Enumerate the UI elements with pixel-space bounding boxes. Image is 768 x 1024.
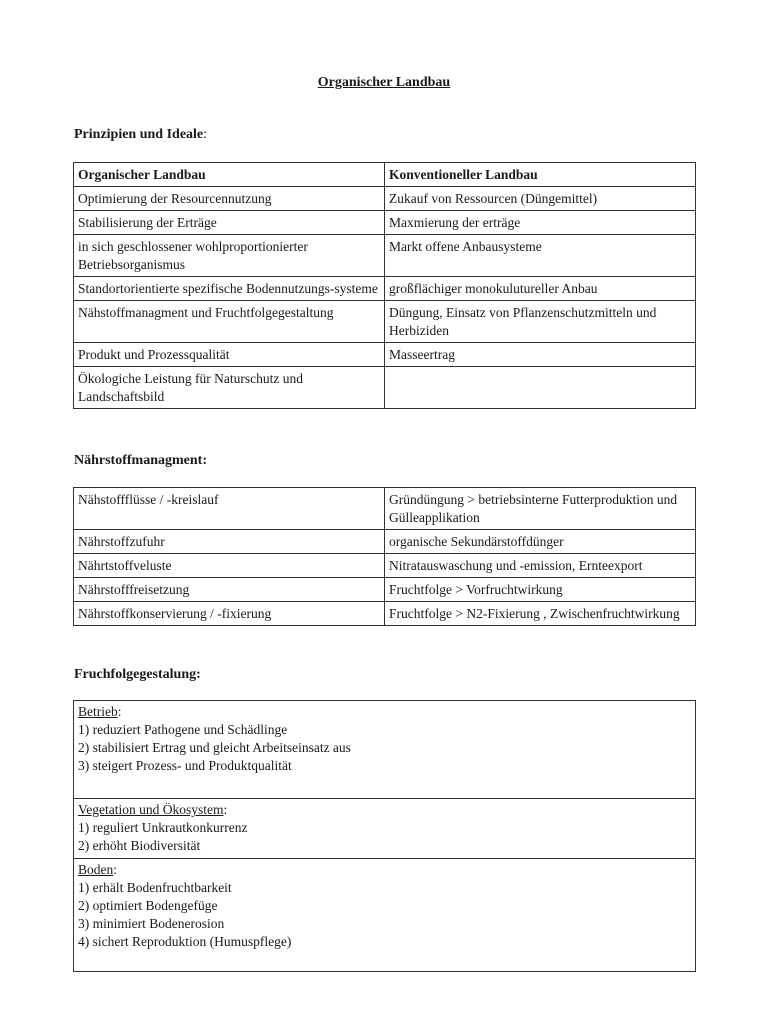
section-label: Vegetation und Ökosystem bbox=[78, 802, 224, 817]
list-item: 2) optimiert Bodengefüge bbox=[78, 898, 218, 913]
table-cell: in sich geschlossener wohlproportionierter Betriebsorganismus bbox=[74, 235, 385, 277]
table-cell: Stabilisierung der Erträge bbox=[74, 211, 385, 235]
list-item: 3) steigert Prozess- und Produktqualität bbox=[78, 758, 292, 773]
table-row bbox=[74, 530, 696, 554]
table-row bbox=[74, 578, 696, 602]
table-row bbox=[74, 554, 696, 578]
box-section-boden bbox=[74, 859, 695, 951]
heading-prinzipien bbox=[74, 126, 207, 144]
section-label-line bbox=[78, 703, 691, 721]
heading-fruchfolgegestalung: Fruchfolgegestalung: bbox=[74, 667, 201, 682]
document-title: Organischer Landbau bbox=[317, 75, 451, 90]
table-cell: großflächiger monokulutureller Anbau bbox=[385, 277, 696, 301]
list-item: 2) erhöht Biodiversität bbox=[78, 838, 201, 853]
table-cell: Optimierung der Resourcennutzung bbox=[74, 187, 385, 211]
table-cell: Düngung, Einsatz von Pflanzenschutzmitteln und Herbiziden bbox=[385, 301, 696, 343]
table-cell: Produkt und Prozessqualität bbox=[74, 343, 385, 367]
table-cell: Nitratauswaschung und -emission, Ernteexport bbox=[385, 554, 696, 578]
table-cell: Markt offene Anbausysteme bbox=[385, 235, 696, 277]
section-label-line bbox=[78, 801, 691, 819]
section-label: Boden bbox=[78, 862, 114, 877]
table-row bbox=[74, 187, 696, 211]
table-row bbox=[74, 343, 696, 367]
table-cell: Gründüngung > betriebsinterne Futterproduktion und Gülleapplikation bbox=[385, 488, 696, 530]
section-label-colon: : bbox=[113, 862, 118, 877]
heading-prinzipien-text: Prinzipien und Ideale bbox=[74, 127, 204, 142]
table-naehrstoffmanagment bbox=[73, 487, 696, 626]
table-header-cell: Organischer Landbau bbox=[74, 163, 385, 187]
fruchtfolge-box bbox=[73, 700, 696, 972]
table-header-cell: Konventioneller Landbau bbox=[385, 163, 696, 187]
section-label: Betrieb bbox=[78, 704, 118, 719]
list-item: 1) reduziert Pathogene und Schädlinge bbox=[78, 722, 288, 737]
table-cell: Nähstoffmanagment und Fruchtfolgegestaltung bbox=[74, 301, 385, 343]
table-cell bbox=[385, 367, 696, 409]
heading-naehrstoffmanagment: Nährstoffmanagment: bbox=[74, 453, 207, 468]
list-item: 1) erhält Bodenfruchtbarkeit bbox=[78, 880, 232, 895]
table-cell: Fruchtfolge > N2-Fixierung , Zwischenfruchtwirkung bbox=[385, 602, 696, 626]
table-prinzipien bbox=[73, 162, 696, 409]
table-cell: Nährstoffkonservierung / -fixierung bbox=[74, 602, 385, 626]
table-cell: Nährstoffzufuhr bbox=[74, 530, 385, 554]
section-label-colon: : bbox=[117, 704, 122, 719]
box-section-vegetation bbox=[74, 799, 695, 859]
table-row bbox=[74, 301, 696, 343]
box-section-betrieb bbox=[74, 701, 695, 799]
section-label-line bbox=[78, 861, 691, 879]
section-label-colon: : bbox=[223, 802, 228, 817]
table-row bbox=[74, 277, 696, 301]
table-cell: Fruchtfolge > Vorfruchtwirkung bbox=[385, 578, 696, 602]
table-cell: Masseertrag bbox=[385, 343, 696, 367]
table-row bbox=[74, 602, 696, 626]
table-row bbox=[74, 488, 696, 530]
table-cell: Nährstofffreisetzung bbox=[74, 578, 385, 602]
list-item: 3) minimiert Bodenerosion bbox=[78, 916, 225, 931]
table-cell: Nähstoffflüsse / -kreislauf bbox=[74, 488, 385, 530]
table-row bbox=[74, 367, 696, 409]
heading-prinzipien-colon: : bbox=[203, 127, 208, 142]
table-cell: Ökologiche Leistung für Naturschutz und Landschaftsbild bbox=[74, 367, 385, 409]
list-item: 1) reguliert Unkrautkonkurrenz bbox=[78, 820, 248, 835]
list-item: 4) sichert Reproduktion (Humuspflege) bbox=[78, 934, 292, 949]
table-row bbox=[74, 211, 696, 235]
table-cell: Maxmierung der erträge bbox=[385, 211, 696, 235]
table-cell: Standortorientierte spezifische Bodennutzungs-systeme bbox=[74, 277, 385, 301]
table-row bbox=[74, 235, 696, 277]
list-item: 2) stabilisiert Ertrag und gleicht Arbeitseinsatz aus bbox=[78, 740, 351, 755]
table-cell: Nährtstoffveluste bbox=[74, 554, 385, 578]
table-header-row bbox=[74, 163, 696, 187]
table-cell: organische Sekundärstoffdünger bbox=[385, 530, 696, 554]
table-cell: Zukauf von Ressourcen (Düngemittel) bbox=[385, 187, 696, 211]
